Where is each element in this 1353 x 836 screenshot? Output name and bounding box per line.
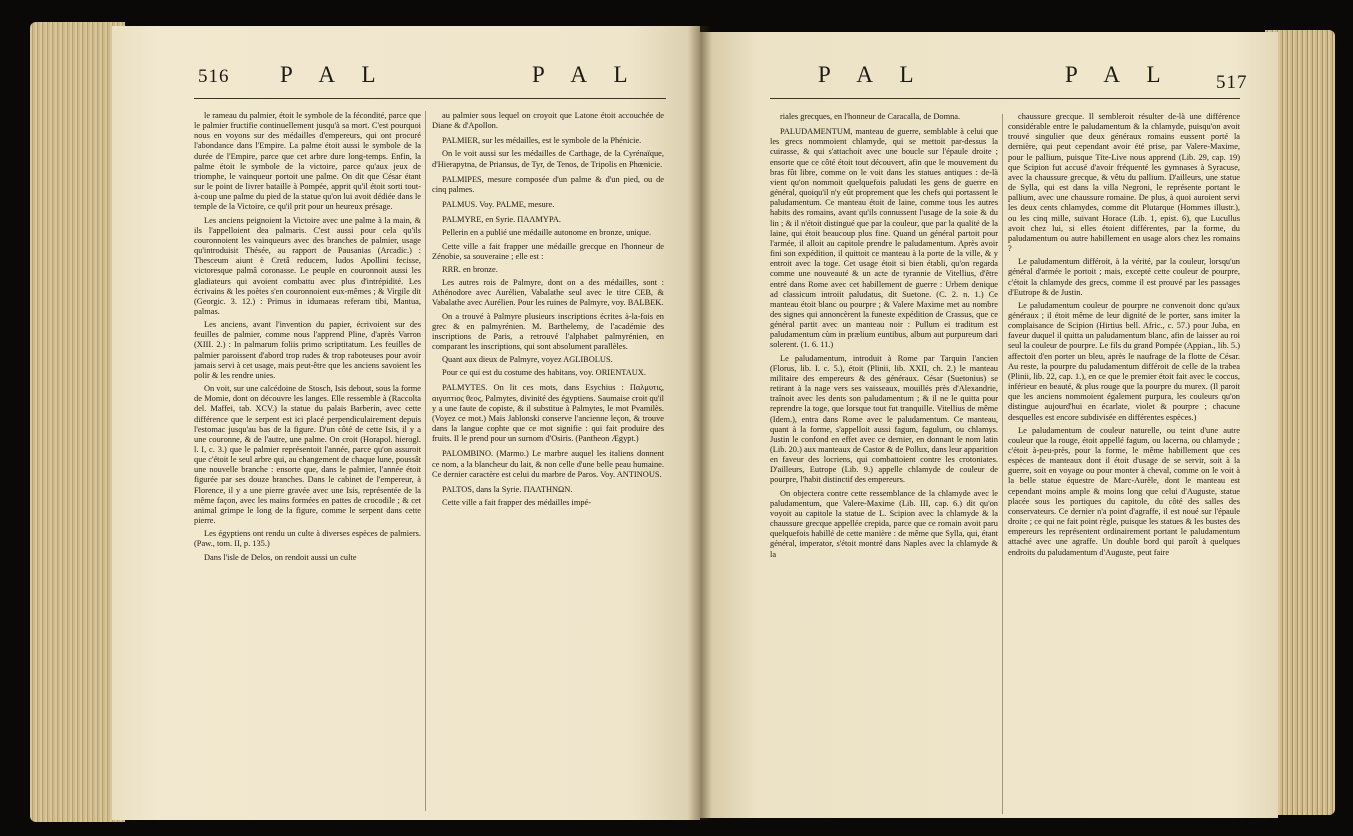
paragraph: Le paludamentum couleur de pourpre ne convenoit donc qu'aux généraux ; il étoit même de leur dignité de le porter, sans imiter la complaisance de Scipion (Hirtius bell. Afric., c. 57.) pour Juba, en faveur duquel il quitta un paludamentum blanc, afin de laisser au roi seul la couleur de pourpre. Le fils du grand Pompée (Appian., lib. 5.) affectoit d'en porter un bleu, après le naufrage de la flotte de César. Au reste, la pourpre du paludamentum différoit de celle de la trabea (Plinii, lib. 22, cap. 1.), en ce que le premier étoit fait avec le coccus, inférieur en beauté, & plus rouge que la pourpre du murex. (Il paroit que les anciens nommoient également purpura, les couleurs qu'on distingue aujourd'hui en écarlate, violet & pourpre ; chacune desquelles est encore subdivisée en différentes espèces.): [1008, 300, 1240, 422]
paragraph: Pellerin en a publié une médaille autonome en bronze, unique.: [442, 228, 652, 238]
entry: PALMIER, sur les médailles, est le symbole de la Phénicie.: [442, 136, 642, 146]
entry: PALUDAMENTUM, manteau de guerre, semblable à celui que les grecs nommoient chlamyde, qui se mettoit par-dessus la cuirasse, & qui s'attachoit avec une boucle sur l'épaule droite ; ensorte que ce côté étoit tout découvert, afin que le mouvement du bras fût libre, comme on le voit dans les statues antiques : de-là vient qu'on nommoit quelquefois paludati les gens de guerre en général, quoiqu'il n'y eût proprement que les chefs qui portassent le paludamentum. Ce manteau étoit de laine, comme tous les autres habits des romains, avant qu'ils connussent l'usage de la soie & du lin ; & il n'étoit distingué que par la couleur, que par la qualité de la laine, qui étoit beaucoup plus fine. Quand un général partoit pour l'armée, il alloit au capitole prendre le paludamentum. Après avoir fini son expédition, il quittoit ce manteau à la porte de la ville, & y entroit avec la toge. Cet usage étoit si bien établi, qu'on regarda comme une nouveauté & un acte de tyrannie de Vitellius, d'être entré dans Rome avec cet habillement de guerre : Urbem denique ad classicum introiit paludatus, dit Suetone. (C. 2. n. 1.) Ce manteau étoit blanc ou pourpre ; & Valere Maxime met au nombre des signes qui annoncèrent la funeste expédition de Crassus, que ce général partit avec un manteau noir : Pullum ei traditum est paludamentum cùm in prælium euntibus, album aut purpureum dari solerent. (1. 6. 11.): [770, 127, 998, 350]
entry: PALMYTES. On lit ces mots, dans Esychius : Παλμυτις, αιγυπτιος θεος, Palmytes, divinité des égyptiens. Saumaise croit qu'il y a une faute de copiste, & il substitue à Palmytes, le mot Pvamilès. (Voyez ce mot.) Mais Jablonski conserve l'ancienne leçon, & trouve dans la langue cophte que ce mot signifie : qui fait produire des fruits. Il le prend pour un surnom d'Osiris. (Pantheon Ægypt.): [432, 383, 664, 444]
paragraph: Pour ce qui est du costume des habitans, voy. ORIENTAUX.: [442, 368, 646, 378]
paragraph: RRR. en bronze.: [442, 264, 498, 274]
paragraph: Les anciens, avant l'invention du papier, écrivoient sur des feuilles de palmier, comme nous l'apprend Pline, d'après Varron (XIII. 2.) : In palmarum foliis primo scriptitatum. Les feuilles de palmier paroissent d'abord trop rudes & trop raboteuses pour avoir jamais servi à cet usage, mais peut-être que les anciens savoient les polir & les rendre unies.: [194, 320, 421, 380]
paragraph: Cette ville a fait frapper une médaille grecque en l'honneur de Zénobie, sa souveraine ; elle est :: [432, 241, 664, 261]
column-rule: [1002, 114, 1003, 814]
paragraph: Les anciens peignoient la Victoire avec une palme à la main, & ils l'appelloient dea palmaris. C'est aussi pour cela qu'ils couronnoient les vainqueurs avec des branches de palmier, usage qu'introduisit Thésée, au rapport de Pausanias (Arcadic.) : Thesceum aiunt è Cretâ reducem, ludos Apollini fecisse, victoresque palmâ coronasse. Le peuple en couronnoit aussi les gladiateurs qui avoient combattu avec plus d'intrépidité. Les écrivains & les poètes s'en couronnoient eux-mêmes ; & Virgile dit (Georgic. 3. 12.) : Primus in idumaeas referam tibi, Mantua, palmas.: [194, 215, 421, 316]
paragraph: au palmier sous lequel on croyoit que Latone étoit accouchée de Diane & d'Apollon.: [432, 111, 664, 131]
page-number: 517: [1216, 72, 1248, 93]
right-page: [700, 32, 1278, 818]
book-gutter: [688, 26, 712, 820]
paragraph: riales grecques, en l'honneur de Caracalla, de Domna.: [780, 112, 961, 121]
entry: PALMIPES, mesure composée d'un palme & d'un pied, ou de cinq palmes.: [432, 174, 664, 194]
column-rule: [425, 111, 426, 811]
paragraph: On voit, sur une calcédoine de Stosch, Isis debout, sous la forme de Momie, dont on découvre les langes. Elle ressemble à (Raccolta del. Maffei, tab. XCV.) la statue du palais Barberin, avec cette différence que le serpent est ici placé perpendiculairement depuis l'estomac jusqu'au bas de la figure. D'un côté de cette Isis, il y a une couronne, & de l'autre, une palme. On croit (Horapol. hierogl. l. I, c. 3.) que le palmier représentoit l'année, parce qu'on assuroit que c'étoit le seul arbre qui, au changement de chaque lune, poussât une nouvelle branche : ensorte que, dans le palmier, l'année étoit figurée par ses douze branches. Dans le cabinet de l'empereur, à Florence, il y a une pierre gravée avec une Isis, représentée de la même façon, avec les mains formées en pattes de crocodile ; & cet animal grimpe le long de la figure, comme le serpent dans cette pierre.: [194, 384, 421, 526]
header-rule: [194, 98, 666, 99]
text-column: [432, 111, 664, 811]
page-number: 516: [198, 66, 230, 87]
paragraph: le rameau du palmier, étoit le symbole de la fécondité, parce que le palmier fructifie continuellement jusqu'à sa mort. C'est pourquoi nous en voyons sur des médailles d'empereurs, qui ont procuré l'abondance dans l'Empire. La palme étoit aussi le symbole de la durée de l'Empire, parce que cet arbre dure long-temps. Enfin, la palme étoit le symbole de la victoire, parce qu'aux jeux de triomphe, le vainqueur portoit une palme. On dit que César étant sur le point de livrer bataille à Pompée, apprit qu'il étoit sorti tout-à-coup une palme du pied de la statue qu'on lui avoit dédiée dans le temple de la Victoire, ce qu'il prit pour un heureux présage.: [194, 111, 421, 212]
left-page-stack: [30, 22, 125, 822]
text-column: [1008, 112, 1240, 812]
entry: PALMYRE, en Syrie. ΠΑΛΜΥΡΑ.: [442, 215, 562, 225]
paragraph: chaussure grecque. Il sembleroit résulter de-là une différence considérable entre le paludamentum & la chlamyde, puisqu'on avoit trouvé singulier que deux généraux romains eussent porté la dernière, qui peut cependant avoir été prise, par Valere-Maxime, pour le pallium, puisque Tite-Live nous apprend (Lib. 29, cap. 19) que Scipion fut accusé d'avoir fréquenté les gymnases à Syracuse, avec la chaussure grecque, & vêtu du pallium. D'ailleurs, une statue de Sylla, qui est dans la villa Negroni, le représente portant le pallium, avec une chaussure romaine. De plus, à quoi auroient servi les deux cents chlamydes, comme dit Plutarque (Hommes illustr.), ou les cinq mille, suivant Horace (Lib. 1, epist. 6), que Lucullus avoit chez lui, si elles étoient différentes, par la forme, du paludamentum ou autre habillement en usage alors chez les romains ?: [1008, 112, 1240, 254]
entry: PALOMBINO. (Marmo.) Le marbre auquel les italiens donnent ce nom, a la blancheur du lait, & non celle d'une belle peau humaine. Ce dernier caractère est celui du marbre de Paros. Voy. ANTINOUS.: [432, 449, 664, 479]
paragraph: Le paludamentum, introduit à Rome par Tarquin l'ancien (Florus, lib. I. c. 5.), étoit (Plinii, lib. XXII, ch. 2.) le manteau militaire des empereurs & des généraux. César (Suetonius) se retirant à la nage vers ses vaisseaux, mouillés près d'Alexandrie, traînoit avec les dents son paludamentum ; & il ne le quitta pour reprendre la toge, que lorsque tout fut tranquille. Vitellius de même (Idem.), entra dans Rome avec le paludamentum. Ce manteau, quant à la forme, s'appelloit aussi fagum, fagulum, ou chlamys. Justin le confond en effet avec ce dernier, en donnant le nom latin (Lib. 20.) aux manteaux de Castor & de Pollux, dans leur apparition en faveur des locriens, qui combattoient contre les crotoniates. D'ailleurs, Eutrope (Lib. 9.) appelle chlamyde de couleur de pourpre, l'habit distinctif des empereurs.: [770, 353, 998, 485]
entry: PALTOS, dans la Syrie. ΠΑΛΤΗΝΩΝ.: [442, 484, 573, 494]
header-rule: [770, 98, 1240, 99]
left-page: [112, 26, 700, 820]
paragraph: Le paludamentum de couleur naturelle, ou teint d'une autre couleur que la rouge, étoit appellé fagum, ou lacerna, ou chlamyde ; c'étoit à-peu-près, pour la forme, le même habillement que ces espèces de manteaux dont il étoit d'usage de se servir, soit à la guerre, soit en voyage ou pour monter à cheval, comme on le voit à la belle statue équestre de Marc-Aurèle, dont le manteau est cependant moins ample & moins long que celui d'Auguste, statue placée sous les portiques du capitole, du côté des salles des conservateurs. Ce dernier n'a point d'agraffe, il est noué sur l'épaule droite ; ce qui ne fait point règle, puisque les statues & les bustes des empereurs les représentent ordinairement portant le paludamentum attaché avec une agraffe. Un double bord qui paroît à quelques endroits du paludamentum d'Auguste, peut faire: [1008, 425, 1240, 557]
paragraph: Les autres rois de Palmyre, dont on a des médailles, sont : Athénodore avec Aurélien, Vabalathe seul avec le titre CEB, & Vabalathe avec Aurélien. Pour les ruines de Palmyre, voy. BALBEK.: [432, 278, 664, 308]
paragraph: Dans l'isle de Delos, on rendoit aussi un culte: [204, 552, 357, 562]
running-head: P A L: [532, 62, 639, 87]
running-head: P A L: [1065, 62, 1172, 87]
paragraph: On le voit aussi sur les médailles de Carthage, de la Cyrénaïque, d'Hierapytna, de Priansus, de Tyr, de Tenos, de Tripolis en Phœnicie.: [432, 149, 664, 169]
paragraph: Les égyptiens ont rendu un culte à diverses espèces de palmiers. (Paw., tom. II, p. 135.): [194, 529, 421, 549]
running-head: P A L: [280, 62, 387, 87]
text-column: [194, 111, 421, 811]
paragraph: On a trouvé à Palmyre plusieurs inscriptions écrites à-la-fois en grec & en palmyrénien. M. Barthelemy, de l'académie des inscriptions de Paris, a retrouvé l'alphabet palmyrénien, en comparant les inscriptions, qui sont absolument parallèles.: [432, 311, 664, 351]
running-head: P A L: [818, 62, 925, 87]
text-column: [770, 112, 998, 812]
paragraph: On objectera contre cette ressemblance de la chlamyde avec le paludamentum, que Valere-Maxime (Lib. III, cap. 6.) dit qu'on voyoit au capitole la statue de L. Scipion avec la chlamyde & la chaussure grecque appellée crepida, parce que ce romain avoit paru quelquefois habillé de cette manière : de même que Sylla, qui, étant général, imperator, s'étoit montré dans Naples avec la chlamyde & la: [770, 488, 998, 559]
entry: PALMUS. Voy. PALME, mesure.: [442, 200, 555, 210]
paragraph: Le paludamentum différoit, à la vérité, par la couleur, lorsqu'un général d'armée le portoit ; mais, excepté cette couleur de pourpre, c'étoit la chlamyde des grecs, comme il est prouvé par les passages d'Eutrope & de Justin.: [1008, 257, 1240, 297]
paragraph: Quant aux dieux de Palmyre, voyez AGLIBOLUS.: [442, 355, 613, 365]
paragraph: Cette ville a fait frapper des médailles impé-: [442, 498, 592, 507]
